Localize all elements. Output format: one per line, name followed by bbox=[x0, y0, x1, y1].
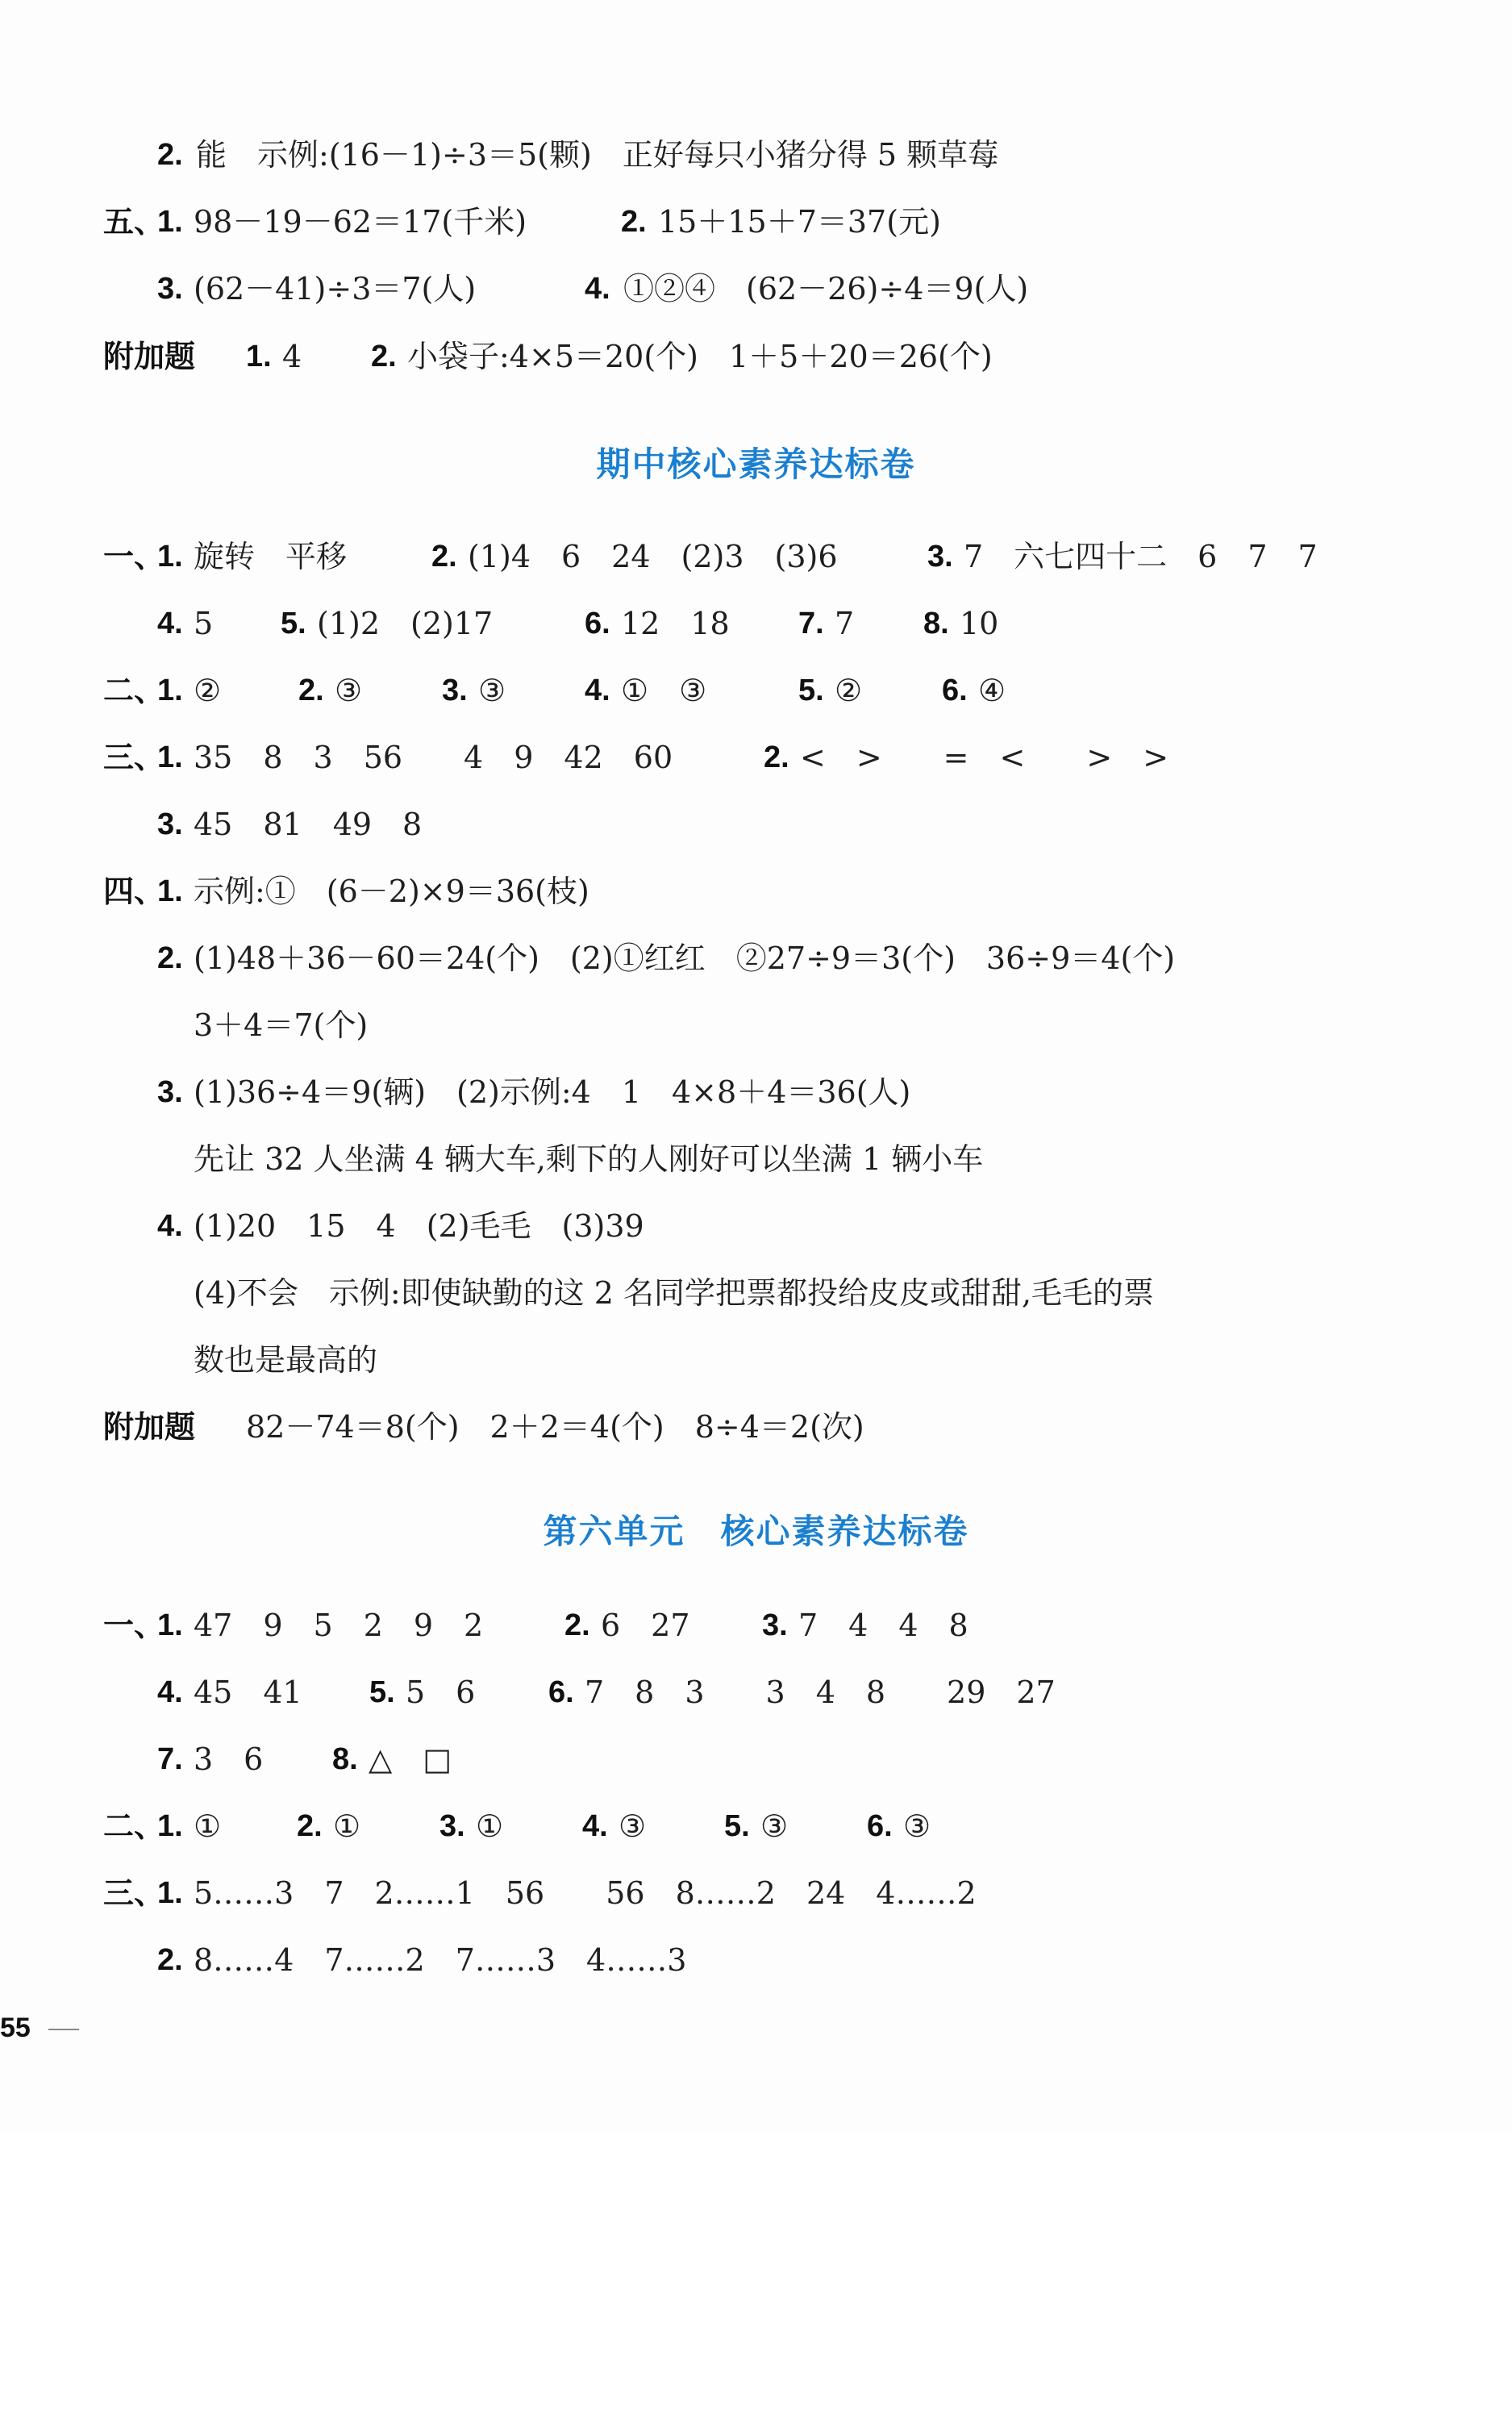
answer-text: 小袋子:4×5＝20(个) 1＋5＋20＝26(个) bbox=[407, 339, 993, 374]
question-number: 1. bbox=[157, 205, 183, 239]
section-label: 附加题 bbox=[103, 1409, 196, 1445]
section-label: 一、 bbox=[103, 539, 165, 574]
question-number: 2. bbox=[431, 540, 457, 574]
answer-text: 15＋15＋7＝37(元) bbox=[658, 204, 941, 240]
answer-text: 4 bbox=[282, 339, 302, 374]
answer-text: (1)48＋36－60＝24(个) (2)①红红 ②27÷9＝3(个) 36÷9＝4(个) bbox=[194, 941, 1176, 976]
question-number: 1. bbox=[157, 874, 183, 908]
section-label: 三、 bbox=[103, 740, 165, 775]
question-number: 7. bbox=[157, 1742, 183, 1776]
section-title: 第六单元 核心素养达标卷 bbox=[543, 1512, 969, 1551]
answer-text: 3 6 bbox=[194, 1742, 264, 1777]
answer-line bbox=[0, 536, 1318, 577]
answer-line bbox=[0, 1806, 931, 1846]
answer-text: 8……4 7……2 7……3 4……3 bbox=[194, 1942, 687, 1978]
answer-text: 7 8 3 3 4 8 29 27 bbox=[585, 1675, 1056, 1710]
answer-line bbox=[0, 670, 1006, 711]
question-number: 4. bbox=[585, 674, 610, 707]
answer-text: ④ bbox=[978, 673, 1006, 708]
answer-text: ③ bbox=[619, 1808, 647, 1844]
answer-text: 5 bbox=[194, 606, 214, 641]
question-number: 3. bbox=[157, 1075, 183, 1109]
answer-line bbox=[0, 1072, 911, 1112]
question-number: 2. bbox=[371, 340, 397, 373]
answer-text: ② bbox=[835, 673, 863, 708]
answer-line bbox=[0, 1672, 1056, 1712]
section-label: 二、 bbox=[103, 1808, 165, 1844]
answer-text: 6 27 bbox=[601, 1608, 690, 1643]
answer-line bbox=[0, 336, 993, 377]
question-number: 5. bbox=[369, 1675, 395, 1709]
answer-line bbox=[0, 135, 999, 175]
section-label: 二、 bbox=[103, 673, 165, 708]
section-label: 附加题 bbox=[103, 339, 196, 374]
question-number: 1. bbox=[246, 340, 272, 373]
answer-text: 5 6 bbox=[406, 1675, 476, 1710]
question-number: 2. bbox=[157, 138, 183, 172]
answer-text: 7 bbox=[835, 606, 855, 641]
question-number: 1. bbox=[157, 1809, 183, 1843]
page-number: 55 bbox=[0, 2013, 31, 2043]
answer-text: < > = < > > bbox=[800, 740, 1169, 775]
answer-text: 10 bbox=[960, 606, 999, 641]
answer-text: ③ bbox=[335, 673, 363, 708]
question-number: 2. bbox=[764, 740, 789, 774]
question-number: 5. bbox=[724, 1809, 750, 1843]
answer-line bbox=[0, 1605, 968, 1646]
question-number: 2. bbox=[157, 941, 183, 975]
answer-text: (1)36÷4＝9(辆) (2)示例:4 1 4×8＋4＝36(人) bbox=[194, 1074, 911, 1110]
answer-text: 35 8 3 56 4 9 42 60 bbox=[194, 740, 673, 775]
answer-text: (4)不会 示例:即使缺勤的这 2 名同学把票都投给皮皮或甜甜,毛毛的票 bbox=[194, 1275, 1155, 1311]
question-number: 4. bbox=[157, 1675, 183, 1709]
answer-text: ③ bbox=[760, 1808, 789, 1844]
answer-text: 先让 32 人坐满 4 辆大车,剩下的人刚好可以坐满 1 辆小车 bbox=[194, 1141, 984, 1177]
question-number: 8. bbox=[332, 1742, 358, 1776]
section-label: 四、 bbox=[103, 874, 165, 909]
answer-line bbox=[0, 1407, 864, 1447]
answer-text: ① bbox=[476, 1808, 504, 1844]
answer-text: 旋转 平移 bbox=[194, 539, 348, 574]
question-number: 3. bbox=[762, 1608, 788, 1642]
question-number: 1. bbox=[157, 1876, 183, 1910]
question-number: 2. bbox=[298, 674, 324, 707]
section-title: 期中核心素养达标卷 bbox=[596, 444, 916, 484]
question-number: 2. bbox=[564, 1608, 590, 1642]
answer-text: 5……3 7 2……1 56 56 8……2 24 4……2 bbox=[194, 1875, 977, 1911]
page-number-rule bbox=[48, 2029, 79, 2030]
question-number: 4. bbox=[157, 1209, 183, 1243]
question-number: 5. bbox=[798, 674, 824, 707]
answer-line bbox=[0, 1206, 644, 1246]
question-number: 6. bbox=[585, 607, 610, 640]
answer-text: 7 4 4 8 bbox=[798, 1608, 968, 1643]
answer-text: 数也是最高的 bbox=[194, 1342, 378, 1378]
answer-line bbox=[0, 938, 1176, 978]
answer-line bbox=[0, 269, 1029, 309]
answer-text: 能 示例:(16－1)÷3＝5(颗) 正好每只小猪分得 5 颗草莓 bbox=[196, 137, 999, 173]
answer-text: ③ bbox=[478, 673, 506, 708]
answer-text: 12 18 bbox=[621, 606, 730, 641]
answer-text: 45 41 bbox=[194, 1675, 302, 1710]
answer-line bbox=[0, 1340, 378, 1380]
question-number: 3. bbox=[439, 1809, 465, 1843]
answer-line bbox=[0, 1739, 452, 1779]
question-number: 2. bbox=[621, 205, 647, 239]
question-number: 2. bbox=[157, 1943, 183, 1977]
answer-text: ①②④ (62－26)÷4＝9(人) bbox=[623, 271, 1029, 307]
question-number: 1. bbox=[157, 674, 183, 707]
section-label: 三、 bbox=[103, 1875, 165, 1911]
answer-line bbox=[0, 737, 1169, 778]
answer-line bbox=[0, 202, 941, 242]
question-number: 3. bbox=[927, 540, 953, 574]
answer-text: 7 六七四十二 6 7 7 bbox=[964, 539, 1318, 574]
answer-line bbox=[0, 1273, 1155, 1313]
answer-text: 47 9 5 2 9 2 bbox=[194, 1608, 484, 1643]
question-number: 1. bbox=[157, 740, 183, 774]
answer-text: (62－41)÷3＝7(人) bbox=[194, 271, 477, 307]
question-number: 1. bbox=[157, 540, 183, 574]
answer-text: 82－74＝8(个) 2＋2＝4(个) 8÷4＝2(次) bbox=[246, 1409, 864, 1445]
section-label: 五、 bbox=[103, 204, 165, 240]
question-number: 5. bbox=[281, 607, 306, 640]
question-number: 3. bbox=[157, 272, 183, 306]
question-number: 3. bbox=[157, 807, 183, 841]
answer-text: ① bbox=[333, 1808, 361, 1844]
question-number: 6. bbox=[867, 1809, 893, 1843]
answer-text: (1)4 6 24 (2)3 (3)6 bbox=[468, 539, 838, 574]
answer-text: ② bbox=[194, 673, 222, 708]
section-label: 一、 bbox=[103, 1608, 165, 1643]
answer-text: ③ bbox=[903, 1808, 931, 1844]
answer-text: (1)20 15 4 (2)毛毛 (3)39 bbox=[194, 1208, 644, 1244]
question-number: 7. bbox=[798, 607, 824, 640]
question-number: 6. bbox=[942, 674, 968, 707]
answer-line bbox=[0, 871, 589, 911]
question-number: 4. bbox=[582, 1809, 608, 1843]
answer-text: (1)2 (2)17 bbox=[317, 606, 494, 641]
question-number: 2. bbox=[297, 1809, 323, 1843]
answer-text: 示例:① (6－2)×9＝36(枝) bbox=[194, 874, 589, 909]
question-number: 8. bbox=[923, 607, 949, 640]
answer-line bbox=[0, 1873, 977, 1913]
answer-text: ① bbox=[194, 1808, 222, 1844]
answer-text: 98－19－62＝17(千米) bbox=[194, 204, 527, 240]
question-number: 4. bbox=[585, 272, 610, 306]
answer-line bbox=[0, 1005, 369, 1045]
question-number: 1. bbox=[157, 1608, 183, 1642]
answer-text: ① ③ bbox=[621, 673, 707, 708]
answer-line bbox=[0, 1139, 984, 1179]
question-number: 6. bbox=[548, 1675, 574, 1709]
answer-text: 3＋4＝7(个) bbox=[194, 1007, 369, 1043]
answer-line bbox=[0, 1940, 687, 1980]
answer-text: 45 81 49 8 bbox=[194, 807, 423, 842]
answer-line bbox=[0, 603, 999, 644]
question-number: 3. bbox=[442, 674, 468, 707]
answer-text: △ □ bbox=[369, 1742, 452, 1777]
answer-line bbox=[0, 804, 423, 845]
question-number: 4. bbox=[157, 607, 183, 640]
